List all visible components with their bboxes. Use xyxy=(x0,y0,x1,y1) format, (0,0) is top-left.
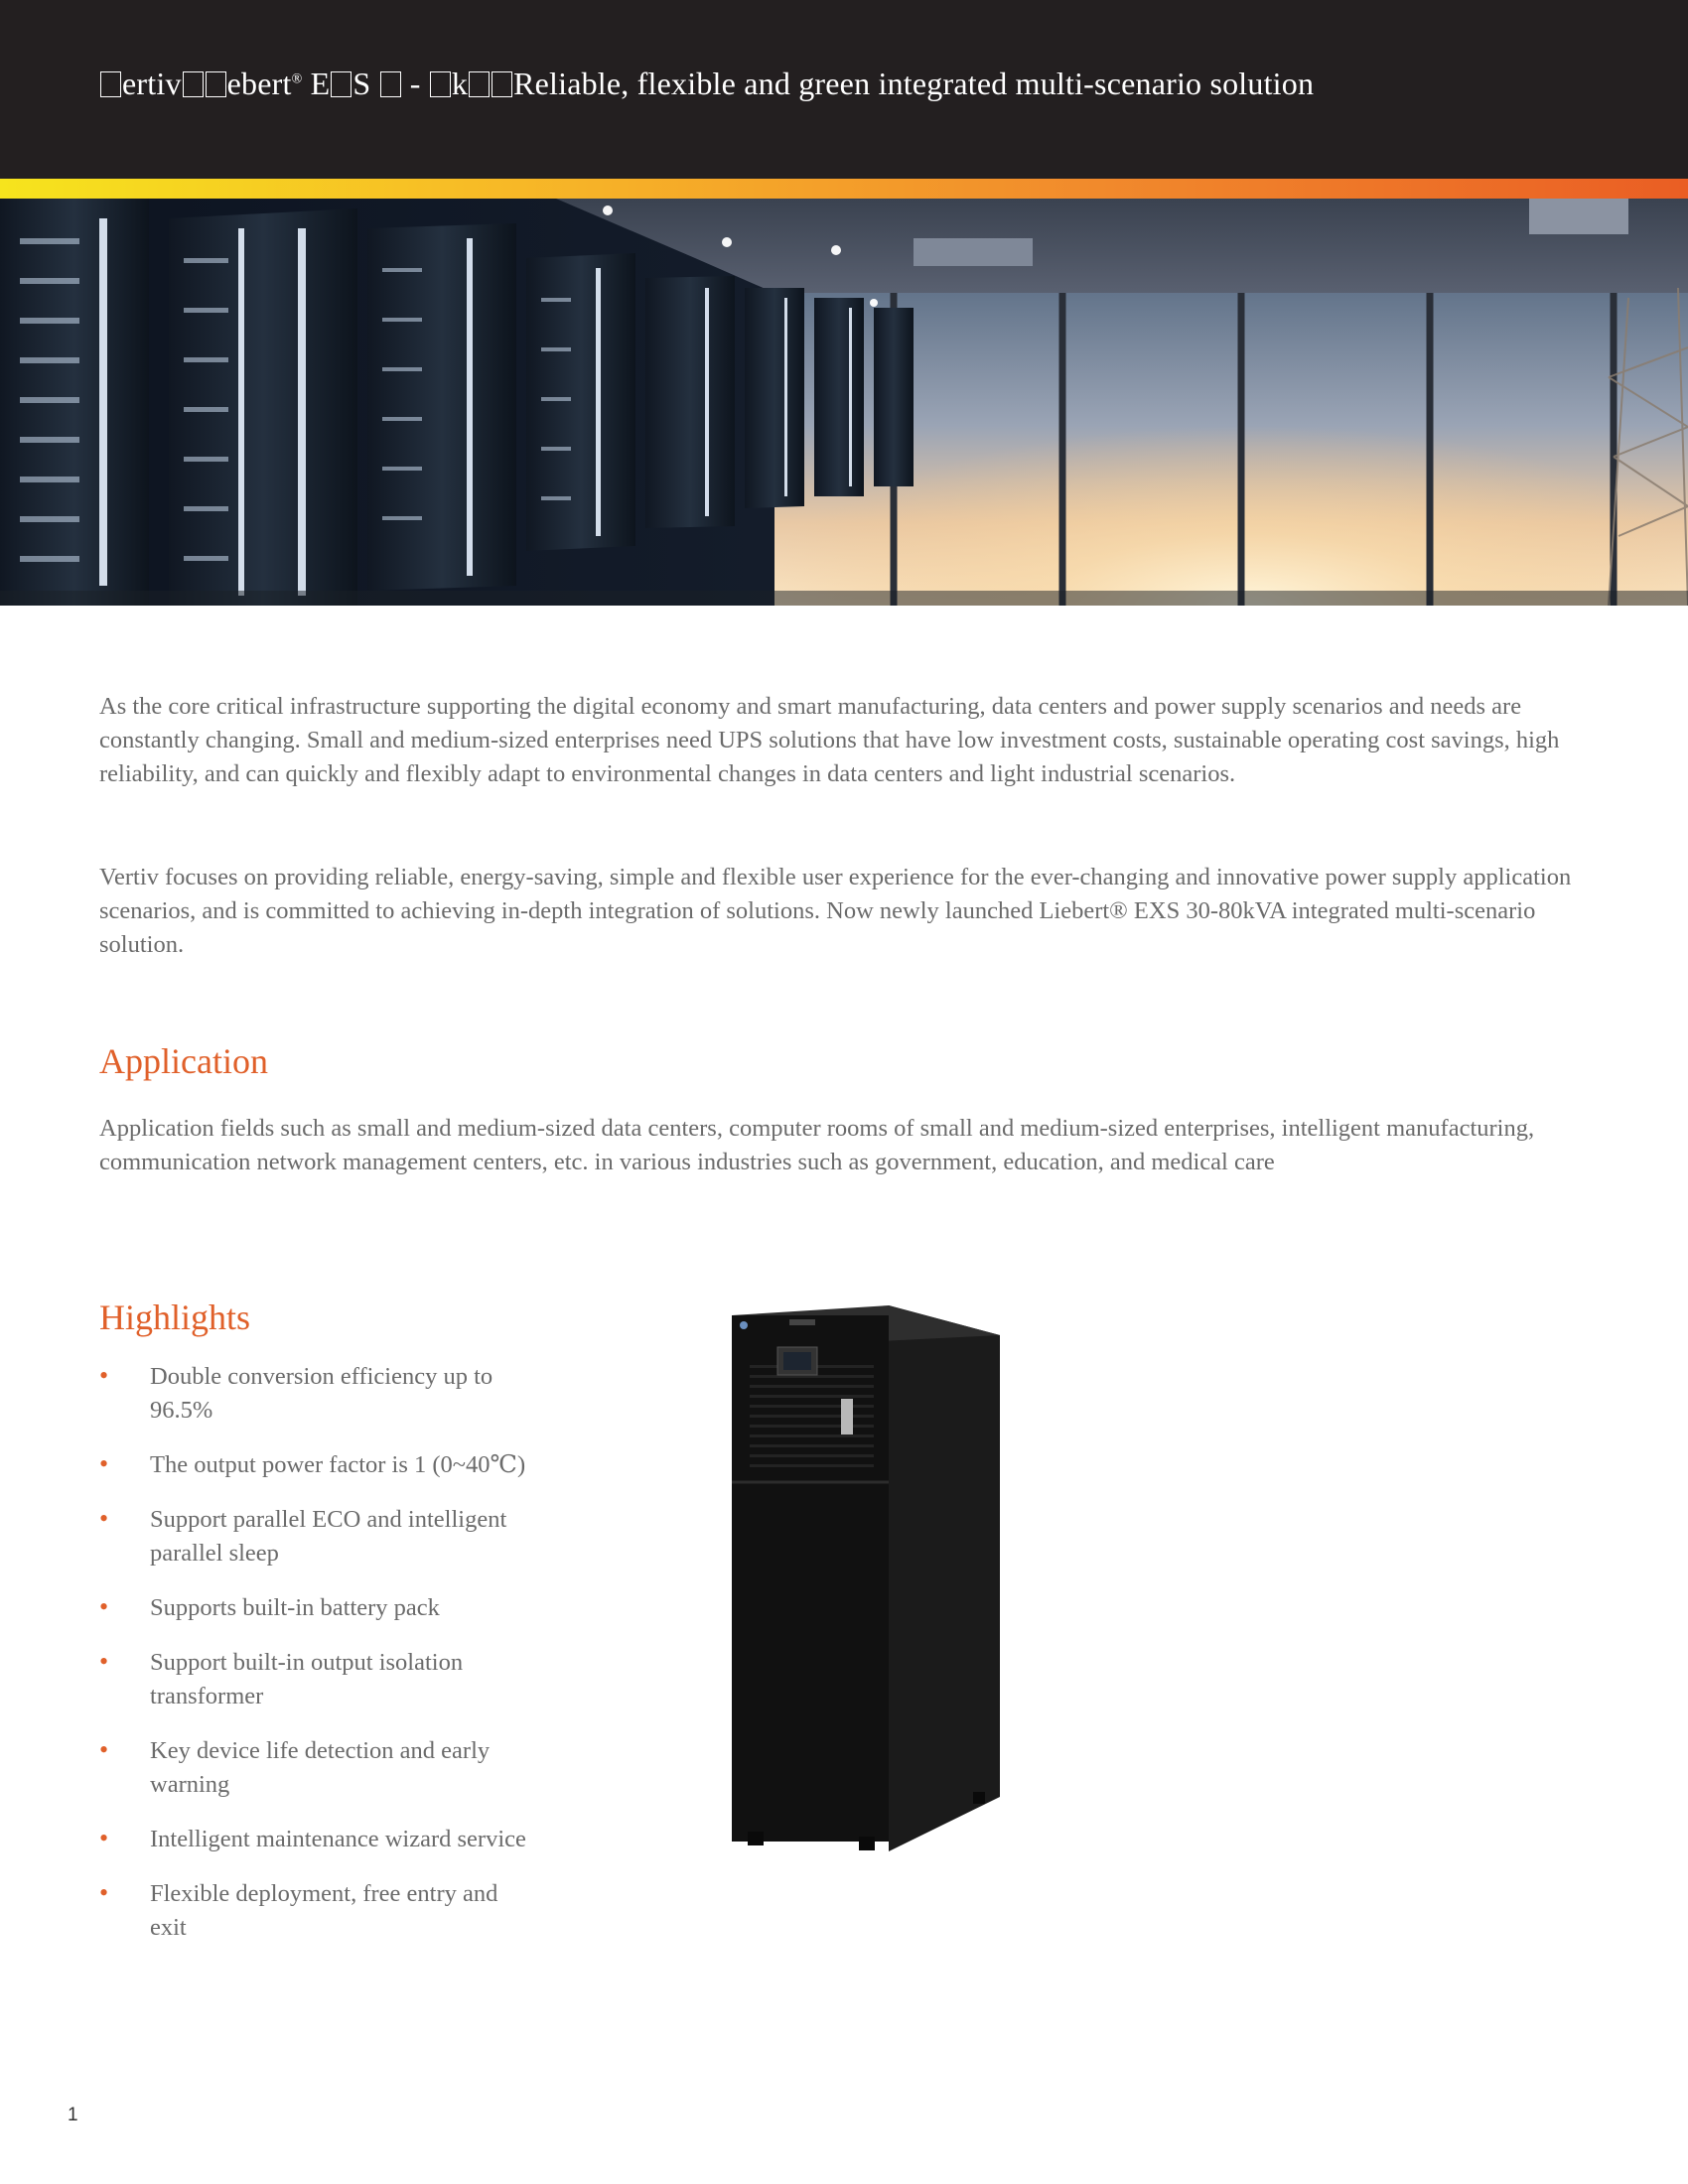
highlight-item xyxy=(99,1591,536,1625)
ups-cabinet-icon xyxy=(730,1296,1008,1851)
bullet-icon: • xyxy=(99,1361,109,1390)
hero-image xyxy=(0,199,1688,606)
title-part: k xyxy=(451,66,469,101)
bullet-icon: • xyxy=(99,1735,109,1764)
title-part: - xyxy=(401,66,429,101)
title-part: ebert xyxy=(226,66,292,101)
bullet-icon: • xyxy=(99,1824,109,1852)
highlight-item xyxy=(99,1503,536,1570)
missing-glyph-box xyxy=(100,71,121,97)
registered-mark: ® xyxy=(291,71,303,87)
bullet-icon: • xyxy=(99,1878,109,1907)
bullet-icon: • xyxy=(99,1647,109,1676)
highlight-text: Support built-in output isolation transformer xyxy=(150,1649,464,1709)
data-center-server-racks-image xyxy=(0,199,1688,606)
ups-cabinet-image xyxy=(730,1296,1008,1851)
page-number: 1 xyxy=(68,2105,78,2125)
missing-glyph-box xyxy=(331,71,352,97)
document-title xyxy=(99,66,1314,102)
highlight-text: Key device life detection and early warning xyxy=(150,1737,491,1798)
bullet-icon: • xyxy=(99,1592,109,1621)
highlight-text: Support parallel ECO and intelligent parallel sleep xyxy=(150,1506,507,1567)
application-text: Application fields such as small and medium-sized data centers, computer rooms of small and medium-sized enterprises, intelligent manufacturing, communication network management centers, etc. in various industries such as government, education, and medical care xyxy=(99,1115,1535,1175)
missing-glyph-box xyxy=(430,71,451,97)
title-part: E xyxy=(302,66,331,101)
missing-glyph-box xyxy=(469,71,490,97)
highlight-text: The output power factor is 1 (0~40℃) xyxy=(150,1451,526,1478)
title-part: S xyxy=(352,66,379,101)
highlight-item xyxy=(99,1877,536,1945)
intro-paragraph-2: Vertiv focuses on providing reliable, energy-saving, simple and flexible user experience for the ever-changing and innovative power supply application scenarios, and is committed to achieving in-depth integration of solutions. Now newly launched Liebert® EXS 30-80kVA integrated multi-scenario solution. xyxy=(99,864,1572,958)
highlight-item xyxy=(99,1360,536,1428)
accent-gradient-bar xyxy=(0,179,1688,199)
title-part: ertiv xyxy=(122,66,182,101)
bullet-icon: • xyxy=(99,1449,109,1478)
highlights-list xyxy=(99,1360,536,1966)
bullet-icon: • xyxy=(99,1504,109,1533)
highlight-item xyxy=(99,1823,536,1856)
highlights-heading: Highlights xyxy=(99,1297,251,1337)
highlight-item xyxy=(99,1734,536,1802)
header-bar xyxy=(0,0,1688,179)
missing-glyph-box xyxy=(380,71,401,97)
highlight-item xyxy=(99,1646,536,1713)
highlight-text: Intelligent maintenance wizard service xyxy=(150,1826,526,1852)
missing-glyph-box xyxy=(206,71,226,97)
missing-glyph-box xyxy=(492,71,512,97)
intro-paragraph-1: As the core critical infrastructure supporting the digital economy and smart manufacturing, data centers and power supply scenarios and needs are constantly changing. Small and medium-sized enterprises need UPS solutions that have low investment costs, sustainable operating cost savings, high reliability, and can quickly and flexibly adapt to environmental changes in data centers and light industrial scenarios. xyxy=(99,693,1560,787)
application-heading: Application xyxy=(99,1041,268,1081)
highlight-item xyxy=(99,1448,536,1482)
title-subtitle: Reliable, flexible and green integrated multi-scenario solution xyxy=(513,66,1315,101)
missing-glyph-box xyxy=(183,71,204,97)
highlight-text: Double conversion efficiency up to 96.5% xyxy=(150,1363,493,1424)
highlight-text: Flexible deployment, free entry and exit xyxy=(150,1880,498,1941)
highlight-text: Supports built-in battery pack xyxy=(150,1594,440,1621)
